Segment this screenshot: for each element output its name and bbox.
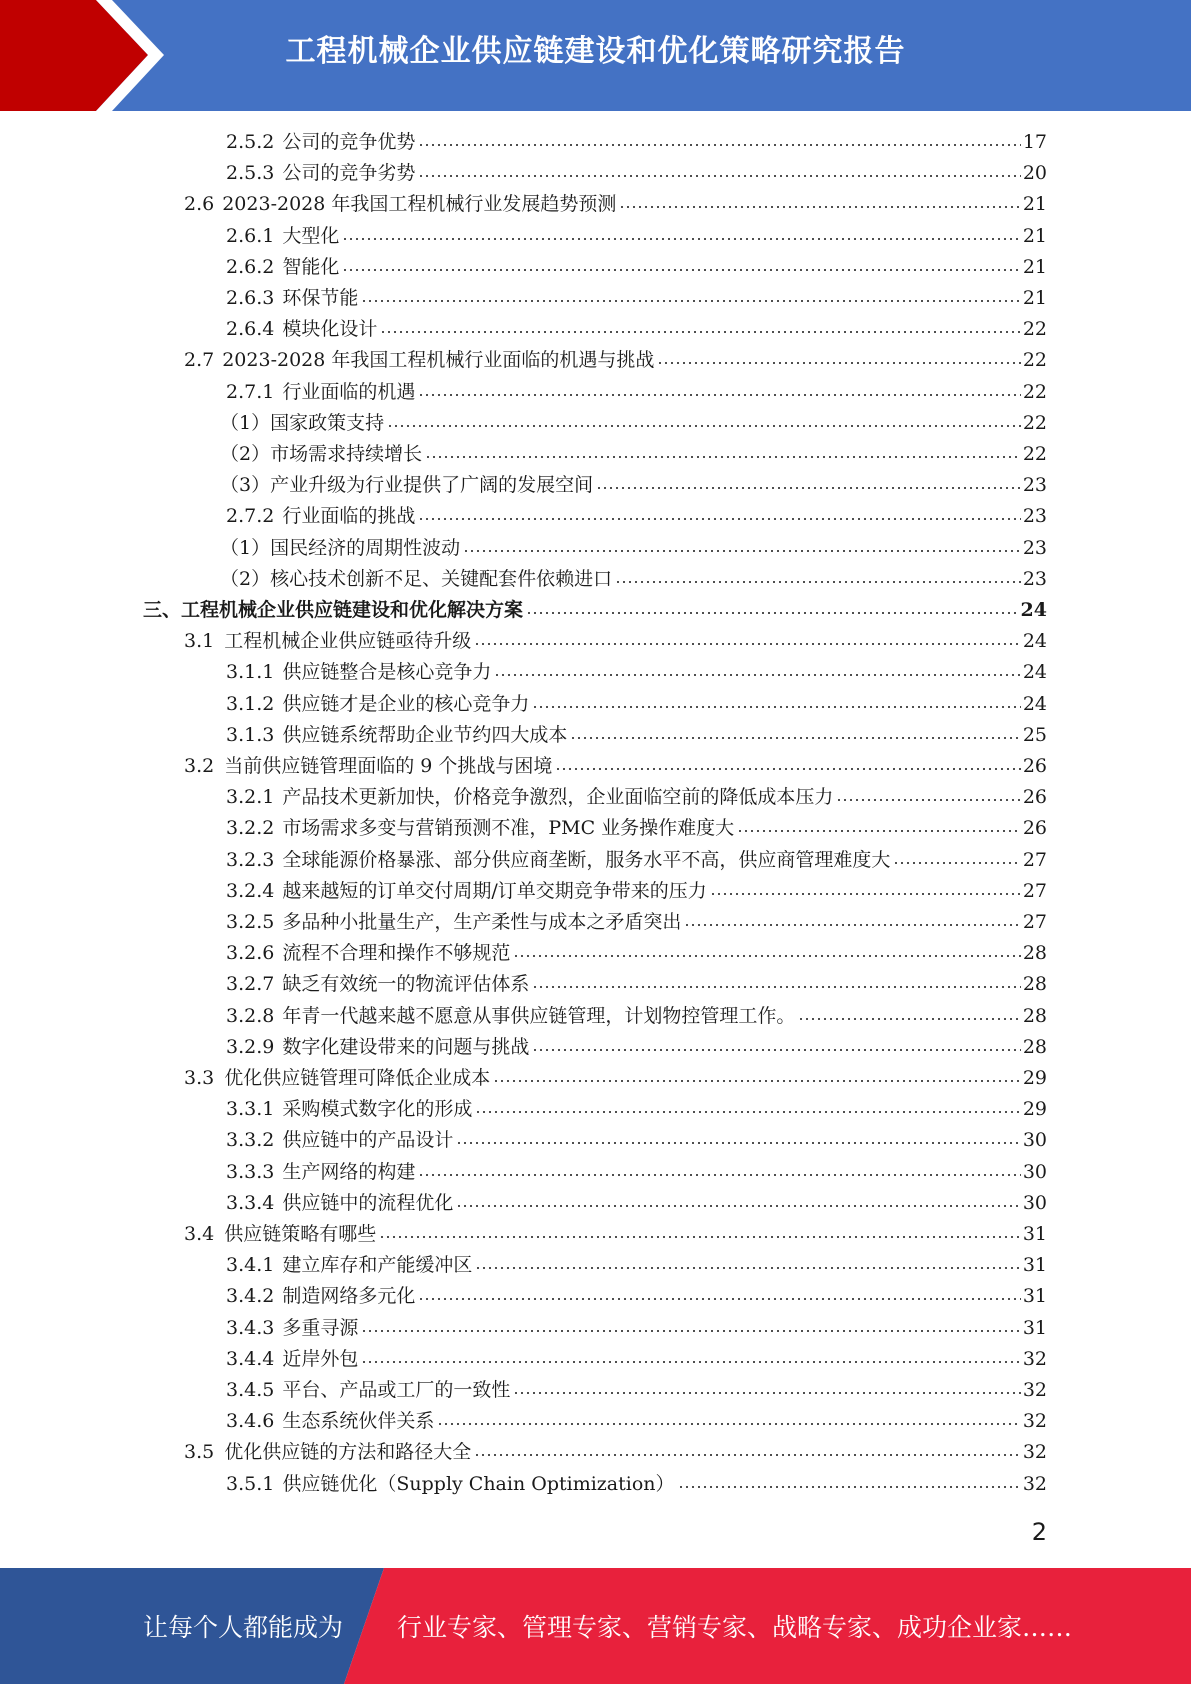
toc-entry[interactable] (226, 1469, 1047, 1500)
toc-dot-leader (474, 1439, 1021, 1457)
page-number: 2 (1031, 1518, 1047, 1546)
toc-entry-title: 优化供应链管理可降低企业成本 (224, 1067, 491, 1089)
toc-entry-number: 3.2.8 (226, 1004, 275, 1027)
toc-entry[interactable] (184, 189, 1047, 220)
toc-entry-title: 全球能源价格暴涨、部分供应商垄断，服务水平不高，供应商管理难度大 (282, 848, 891, 871)
toc-entry-page: 17 (1022, 131, 1047, 153)
toc-dot-leader (513, 1377, 1020, 1395)
toc-dot-leader (380, 316, 1020, 334)
toc-entry-number: 3.5.1 (226, 1472, 275, 1495)
toc-entry[interactable] (226, 657, 1047, 688)
toc-entry[interactable] (184, 626, 1047, 657)
toc-entry-page: 23 (1022, 474, 1047, 497)
toc-dot-leader (418, 503, 1020, 521)
toc-entry[interactable] (226, 1375, 1047, 1406)
toc-entry-page: 30 (1022, 1191, 1047, 1214)
toc-dot-leader (463, 535, 1021, 553)
toc-entry-title: 平台、产品或工厂的一致性 (282, 1379, 511, 1401)
toc-entry-title: 越来越短的订单交付周期/订单交期竞争带来的压力 (282, 879, 707, 902)
toc-entry-title: 三、工程机械企业供应链建设和优化解决方案 (143, 599, 524, 621)
toc-entry-number: 3.4.5 (226, 1379, 275, 1401)
toc-entry-title: 多重寻源 (282, 1316, 359, 1339)
toc-entry[interactable] (226, 1250, 1047, 1281)
toc-entry-number: 2.7 (184, 349, 215, 372)
toc-dot-leader (361, 1346, 1020, 1364)
toc-dot-leader (710, 878, 1021, 896)
toc-entry-number: 3.4.6 (226, 1410, 275, 1433)
footer-slogan-right: 行业专家、管理专家、营销专家、战略专家、成功企业家…… (397, 1613, 1073, 1642)
toc-entry-number: 3.4.2 (226, 1285, 275, 1308)
toc-dot-leader (836, 784, 1020, 802)
toc-entry[interactable] (226, 283, 1047, 314)
toc-entry[interactable] (226, 720, 1047, 751)
toc-entry-title: 优化供应链的方法和路径大全 (224, 1441, 472, 1464)
toc-entry-title: 行业面临的机遇 (282, 380, 416, 403)
toc-entry-number: 2.6.1 (226, 224, 275, 247)
toc-entry-page: 32 (1022, 1410, 1047, 1433)
toc-entry[interactable] (226, 252, 1047, 283)
toc-dot-leader (893, 847, 1020, 865)
toc-entry-number: 3.2.1 (226, 786, 275, 809)
toc-entry-title: 行业面临的挑战 (282, 505, 416, 528)
toc-entry-page: 31 (1022, 1285, 1047, 1308)
toc-dot-leader (493, 1065, 1021, 1083)
toc-entry-page: 30 (1022, 1129, 1047, 1152)
toc-dot-leader (418, 379, 1020, 397)
toc-entry-title: 市场需求多变与营销预测不准，PMC 业务操作难度大 (282, 817, 735, 840)
toc-entry-page: 29 (1022, 1098, 1047, 1121)
toc-dot-leader (615, 566, 1021, 584)
toc-entry-number: 3.3 (184, 1067, 215, 1089)
toc-entry-number: 3.4.3 (226, 1316, 275, 1339)
toc-dot-leader (456, 1190, 1020, 1208)
toc-entry-page: 31 (1022, 1316, 1047, 1339)
toc-entry[interactable] (226, 1094, 1047, 1125)
toc-entry-number: 3.5 (184, 1441, 215, 1464)
toc-entry-page: 22 (1022, 318, 1047, 341)
toc-entry-number: 3.3.4 (226, 1191, 275, 1214)
toc-entry-page: 21 (1022, 193, 1047, 216)
toc-entry-page: 29 (1022, 1067, 1047, 1089)
toc-dot-leader (418, 160, 1020, 178)
toc-entry[interactable] (226, 158, 1047, 189)
toc-entry-title: 供应链才是企业的核心竞争力 (282, 692, 530, 715)
toc-dot-leader (475, 1252, 1020, 1270)
toc-entry[interactable] (226, 845, 1047, 876)
toc-entry[interactable] (220, 533, 1047, 564)
toc-dot-leader (532, 691, 1020, 709)
toc-entry-number: 3.2.4 (226, 879, 275, 902)
toc-entry-title: 2023-2028 年我国工程机械行业面临的机遇与挑战 (222, 349, 655, 372)
toc-entry-page: 22 (1022, 443, 1047, 465)
toc-dot-leader (361, 285, 1020, 303)
toc-entry-number: 2.6 (184, 193, 215, 216)
toc-dot-leader (532, 1034, 1020, 1052)
toc-entry-number: 3.3.1 (226, 1098, 275, 1121)
toc-dot-leader (342, 223, 1020, 241)
toc-entry-page: 32 (1022, 1441, 1047, 1464)
toc-entry-title: 流程不合理和操作不够规范 (282, 942, 511, 965)
toc-entry-title: 供应链系统帮助企业节约四大成本 (282, 723, 568, 746)
toc-entry-page: 24 (1022, 692, 1047, 715)
toc-entry-page: 22 (1022, 380, 1047, 403)
toc-entry-page: 21 (1022, 255, 1047, 278)
toc-entry-page: 26 (1022, 755, 1047, 777)
toc-dot-leader (361, 1315, 1020, 1333)
toc-dot-leader (494, 659, 1020, 677)
toc-entry-title: 建立库存和产能缓冲区 (282, 1254, 473, 1277)
toc-entry-number: 2.5.3 (226, 162, 275, 185)
toc-dot-leader (619, 191, 1020, 209)
toc-entry-page: 31 (1022, 1223, 1047, 1245)
toc-dot-leader (657, 347, 1020, 365)
toc-entry-title: 公司的竞争劣势 (282, 162, 416, 185)
toc-dot-leader (379, 1221, 1021, 1239)
toc-dot-leader (387, 410, 1021, 428)
toc-dot-leader (684, 909, 1020, 927)
toc-entry[interactable] (226, 969, 1047, 1000)
toc-dot-leader (475, 1096, 1020, 1114)
toc-entry-page: 22 (1022, 349, 1047, 372)
toc-dot-leader (798, 1003, 1020, 1021)
toc-entry[interactable] (220, 408, 1047, 439)
toc-dot-leader (526, 597, 1019, 615)
toc-entry[interactable] (226, 127, 1047, 158)
toc-entry-page: 21 (1022, 224, 1047, 247)
page-footer (0, 1568, 1191, 1684)
toc-entry-title: 供应链策略有哪些 (224, 1223, 377, 1245)
toc-entry-title: 生态系统伙伴关系 (282, 1410, 435, 1433)
toc-entry-page: 32 (1022, 1472, 1047, 1495)
toc-entry-number: 3.2.3 (226, 848, 275, 871)
toc-entry-number: 3.2 (184, 755, 215, 777)
toc-entry-page: 27 (1022, 911, 1047, 933)
toc-entry[interactable] (184, 751, 1047, 782)
toc-entry-title: 缺乏有效统一的物流评估体系 (282, 973, 530, 996)
toc-entry-page: 20 (1022, 162, 1047, 185)
toc-entry-number: 2.7.2 (226, 505, 275, 528)
toc-entry-title: 公司的竞争优势 (282, 131, 416, 153)
toc-entry[interactable] (226, 1406, 1047, 1437)
toc-entry-title: 采购模式数字化的形成 (282, 1098, 473, 1121)
toc-dot-leader (555, 753, 1020, 771)
toc-entry-page: 24 (1020, 599, 1047, 621)
toc-entry-title: 年青一代越来越不愿意从事供应链管理，计划物控管理工作。 (282, 1004, 796, 1027)
toc-entry-page: 32 (1022, 1347, 1047, 1370)
toc-entry-title: （2）市场需求持续增长 (220, 443, 423, 465)
toc-entry-title: 近岸外包 (282, 1347, 359, 1370)
toc-entry-title: 多品种小批量生产，生产柔性与成本之矛盾突出 (282, 911, 682, 933)
toc-entry-number: 2.7.1 (226, 380, 275, 403)
toc-entry[interactable] (220, 564, 1047, 595)
toc-entry[interactable] (226, 782, 1047, 813)
toc-entry[interactable] (184, 1437, 1047, 1468)
toc-entry-page: 28 (1022, 973, 1047, 996)
toc-entry-page: 28 (1022, 1004, 1047, 1027)
toc-entry-title: 大型化 (282, 224, 340, 247)
toc-entry[interactable] (226, 938, 1047, 969)
toc-entry[interactable] (184, 345, 1047, 376)
toc-entry-title: 供应链优化（Supply Chain Optimization） (282, 1472, 675, 1495)
toc-entry-number: 3.4.4 (226, 1347, 275, 1370)
toc-dot-leader (418, 129, 1020, 147)
toc-entry-title: 智能化 (282, 255, 340, 278)
toc-dot-leader (678, 1471, 1021, 1489)
toc-dot-leader (513, 940, 1020, 958)
toc-entry-title: 产品技术更新加快，价格竞争激烈，企业面临空前的降低成本压力 (282, 786, 834, 809)
toc-entry-page: 32 (1022, 1379, 1047, 1401)
toc-entry[interactable] (226, 1125, 1047, 1156)
toc-dot-leader (425, 441, 1021, 459)
toc-entry-title: 环保节能 (282, 287, 359, 309)
toc-entry-title: 2023-2028 年我国工程机械行业发展趋势预测 (222, 193, 617, 216)
toc-entry[interactable] (184, 1219, 1047, 1250)
toc-dot-leader (737, 815, 1021, 833)
toc-entry-page: 31 (1022, 1254, 1047, 1277)
toc-entry-number: 3.2.7 (226, 973, 275, 996)
toc-entry[interactable] (226, 1157, 1047, 1188)
toc-entry[interactable] (226, 1281, 1047, 1312)
toc-entry[interactable] (226, 501, 1047, 532)
toc-dot-leader (456, 1127, 1020, 1145)
toc-entry-number: 3.4.1 (226, 1254, 275, 1277)
toc-dot-leader (342, 254, 1020, 272)
toc-entry[interactable] (226, 1188, 1047, 1219)
toc-entry-page: 21 (1022, 287, 1047, 309)
toc-entry-title: 生产网络的构建 (282, 1160, 416, 1183)
toc-entry-page: 27 (1022, 848, 1047, 871)
toc-entry[interactable] (226, 377, 1047, 408)
toc-entry[interactable] (226, 907, 1047, 938)
toc-entry-page: 24 (1022, 661, 1047, 684)
toc-entry[interactable] (226, 876, 1047, 907)
toc-entry-title: 供应链中的产品设计 (282, 1129, 454, 1152)
toc-dot-leader (418, 1283, 1020, 1301)
toc-dot-leader (570, 722, 1020, 740)
toc-dot-leader (474, 628, 1021, 646)
toc-entry-page: 23 (1022, 505, 1047, 528)
toc-entry-title: 供应链中的流程优化 (282, 1191, 454, 1214)
toc-dot-leader (437, 1408, 1020, 1426)
page-header (0, 0, 1191, 111)
toc-entry-number: 2.5.2 (226, 131, 275, 153)
toc-entry[interactable] (184, 1063, 1047, 1094)
toc-entry-title: 当前供应链管理面临的 9 个挑战与困境 (224, 755, 553, 777)
toc-entry-page: 23 (1022, 567, 1047, 590)
toc-entry-number: 2.6.3 (226, 287, 275, 309)
toc-entry-page: 30 (1022, 1160, 1047, 1183)
toc-entry-page: 25 (1022, 723, 1047, 746)
toc-entry-page: 28 (1022, 942, 1047, 965)
toc-entry-number: 3.2.2 (226, 817, 275, 840)
toc-entry-number: 3.2.6 (226, 942, 275, 965)
toc-entry[interactable] (226, 689, 1047, 720)
toc-entry-number: 2.6.4 (226, 318, 275, 341)
toc-entry[interactable] (226, 314, 1047, 345)
toc-entry-number: 2.6.2 (226, 255, 275, 278)
toc-entry[interactable] (226, 1344, 1047, 1375)
toc-entry[interactable] (226, 1313, 1047, 1344)
toc-entry[interactable] (220, 439, 1047, 470)
document-title: 工程机械企业供应链建设和优化策略研究报告 (285, 34, 906, 69)
toc-entry-title: 数字化建设带来的问题与挑战 (282, 1035, 530, 1058)
toc-dot-leader (596, 472, 1021, 490)
toc-entry[interactable] (143, 595, 1047, 626)
toc-entry[interactable] (226, 813, 1047, 844)
toc-entry-page: 24 (1022, 630, 1047, 653)
toc-entry[interactable] (220, 470, 1047, 501)
toc-entry-title: （1）国民经济的周期性波动 (220, 536, 461, 559)
toc-entry-number: 3.2.9 (226, 1035, 275, 1058)
toc-entry-number: 3.1.2 (226, 692, 275, 715)
footer-slogan-left: 让每个人都能成为 (143, 1613, 344, 1642)
toc-entry[interactable] (226, 1032, 1047, 1063)
toc-entry-number: 3.3.3 (226, 1160, 275, 1183)
toc-entry-title: （1）国家政策支持 (220, 411, 385, 434)
toc-entry-number: 3.1 (184, 630, 215, 653)
toc-entry-page: 23 (1022, 536, 1047, 559)
toc-entry[interactable] (226, 221, 1047, 252)
toc-entry-title: 制造网络多元化 (282, 1285, 416, 1308)
toc-dot-leader (532, 971, 1020, 989)
toc-entry-page: 28 (1022, 1035, 1047, 1058)
toc-entry-page: 26 (1022, 817, 1047, 840)
toc-entry-page: 22 (1022, 411, 1047, 434)
toc-entry-title: （3）产业升级为行业提供了广阔的发展空间 (220, 474, 594, 497)
toc-entry-number: 3.4 (184, 1223, 215, 1245)
toc-entry-title: 模块化设计 (282, 318, 378, 341)
toc-dot-leader (418, 1159, 1020, 1177)
toc-entry-number: 3.1.3 (226, 723, 275, 746)
toc-entry-page: 27 (1022, 879, 1047, 902)
toc-entry-number: 3.1.1 (226, 661, 275, 684)
toc-entry-number: 3.2.5 (226, 911, 275, 933)
toc-entry[interactable] (226, 1001, 1047, 1032)
toc-entry-number: 3.3.2 (226, 1129, 275, 1152)
toc-entry-title: （2）核心技术创新不足、关键配套件依赖进口 (220, 567, 613, 590)
toc-entry-title: 工程机械企业供应链亟待升级 (224, 630, 472, 653)
toc-entry-page: 26 (1022, 786, 1047, 809)
toc-entry-title: 供应链整合是核心竞争力 (282, 661, 492, 684)
